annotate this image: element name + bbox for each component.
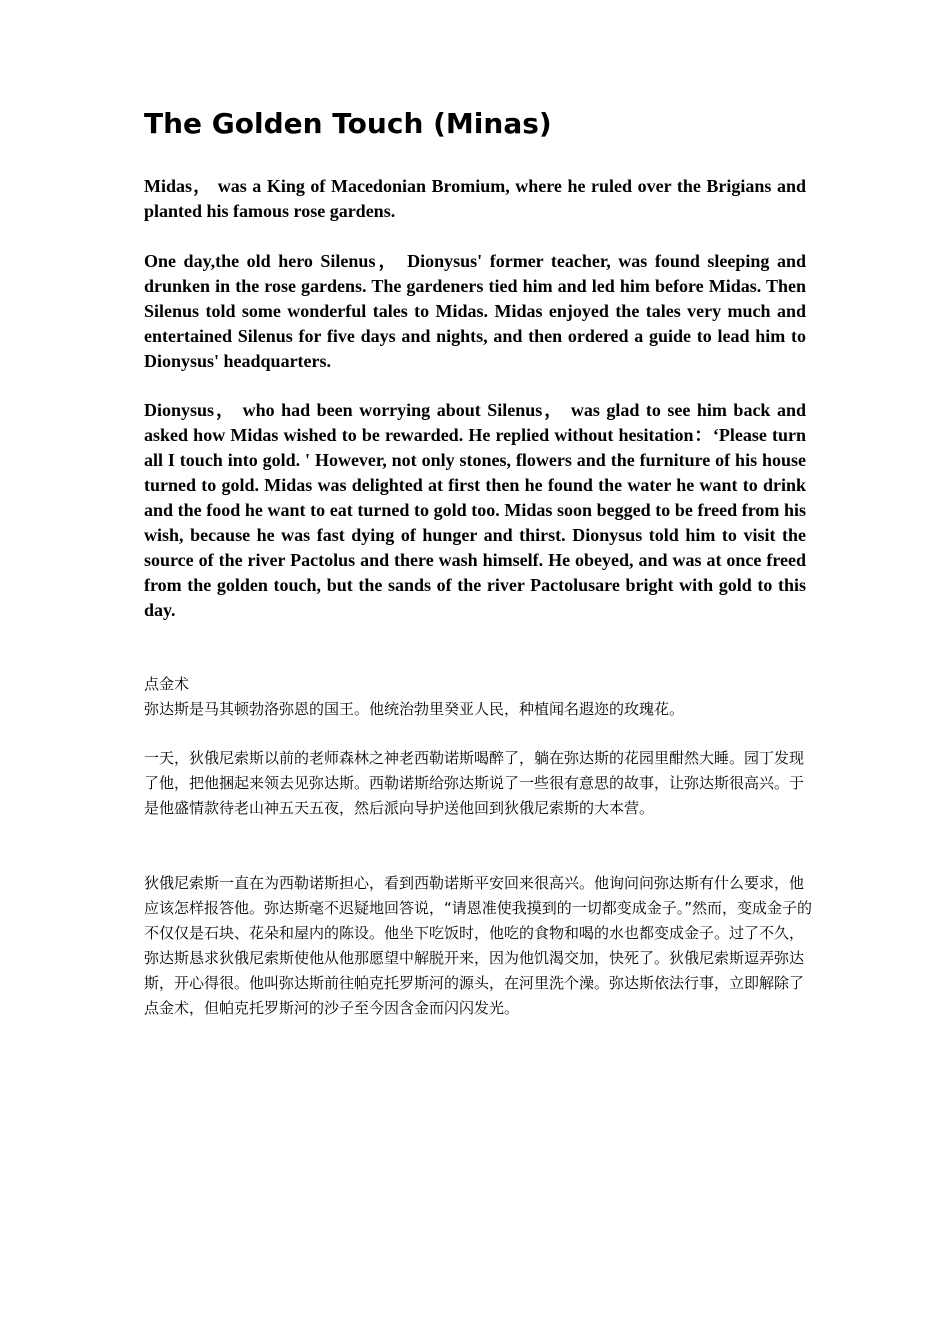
english-paragraph-1: Midas， was a King of Macedonian Bromium, where he ruled over the Brigians and planted his famous rose gardens. [144,176,806,221]
document-title: The Golden Touch (Minas) [144,107,552,140]
chinese-title: 点金术 [144,675,190,693]
chinese-paragraph-2: 一天，狄俄尼索斯以前的老师森林之神老西勒诺斯喝醉了，躺在弥达斯的花园里酣然大睡。园丁发现了他，把他捆起来领去见弥达斯。西勒诺斯给弥达斯说了一些很有意思的故事，让弥达斯很高兴。于是他盛情款待老山神五天五夜，然后派向导护送他回到狄俄尼索斯的大本营。 [144,749,805,817]
english-paragraph-2: One day,the old hero Silenus， Dionysus' former teacher, was found sleeping and drunken in the rose gardens. The gardeners tied him and led him before Midas. Then Silenus told some wonderful tales to Midas. Midas enjoyed the tales very much and entertained Silenus for five days and nights, and then ordered a guide to lead him to Dionysus' headquarters. [144,251,806,371]
chinese-paragraph-3: 狄俄尼索斯一直在为西勒诺斯担心，看到西勒诺斯平安回来很高兴。他询问问弥达斯有什么要求，他应该怎样报答他。弥达斯毫不迟疑地回答说，“请恩准使我摸到的一切都变成金子。”然而，变成金子的不仅仅是石块、花朵和屋内的陈设。他坐下吃饭时，他吃的食物和喝的水也都变成金子。过了不久，弥达斯恳求狄俄尼索斯使他从他那愿望中解脱开来，因为他饥渴交加，快死了。狄俄尼索斯逗弄弥达斯，开心得很。他叫弥达斯前往帕克托罗斯河的源头，在河里洗个澡。弥达斯依法行事，立即解除了点金术，但帕克托罗斯河的沙子至今因含金而闪闪发光。 [144,874,813,1017]
english-paragraph-3: Dionysus， who had been worrying about Silenus， was glad to see him back and asked how Midas wished to be rewarded. He replied without hesitation：‘Please turn all I touch into gold. ' However, not only stones, flowers and the furniture of his house turned to gold. Midas was delighted at first then he found the water he want to drink and the food he want to eat turned to gold too. Midas soon begged to be freed from his wish, because he was fast dying of hunger and thirst. Dionysus told him to visit the source of the river Pactolus and there wash himself. He obeyed, and was at once freed from the golden touch, but the sands of the river Pactolusare bright with gold to this day. [144,400,806,620]
chinese-paragraph-1: 弥达斯是马其顿勃洛弥恩的国王。他统治勃里癸亚人民，种植闻名遐迩的玫瑰花。 [144,700,685,718]
